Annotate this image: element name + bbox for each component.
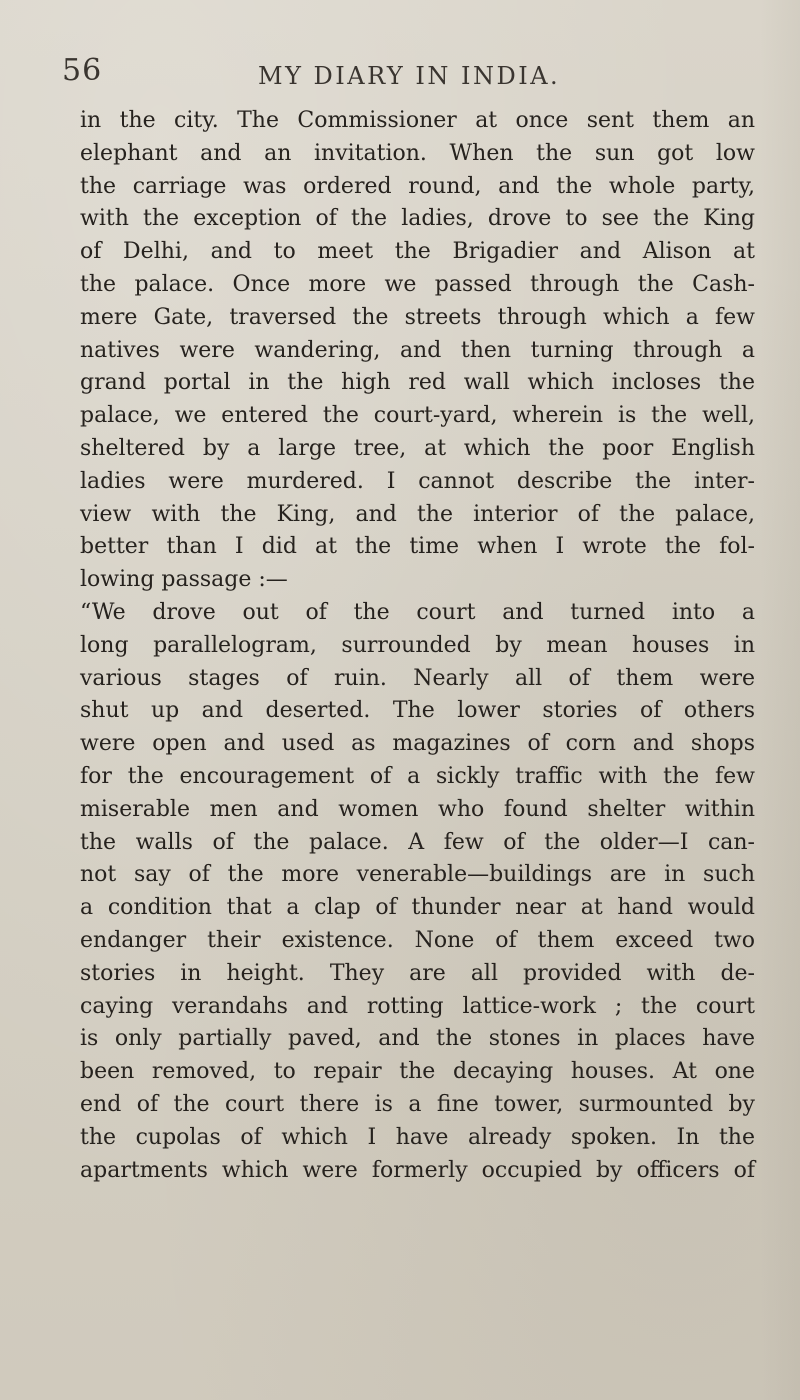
text-line: “We drove out of the court and turned into a	[80, 599, 755, 625]
text-line: sheltered by a large tree, at which the poor English	[80, 435, 755, 461]
text-line: not say of the more venerable—buildings are in such	[80, 862, 755, 888]
text-line: shut up and deserted. The lower stories of others	[80, 698, 755, 724]
text-line: is only partially paved, and the stones in places have	[80, 1026, 755, 1052]
text-line: in the city. The Commissioner at once sent them an	[80, 108, 755, 133]
text-line: mere Gate, traversed the streets through which a few	[80, 304, 755, 330]
text-line: endanger their existence. None of them exceed two	[80, 927, 755, 953]
text-line: elephant and an invitation. When the sun got low	[80, 140, 755, 166]
text-line: were open and used as magazines of corn and shops	[80, 731, 755, 757]
text-line: a condition that a clap of thunder near at hand would	[80, 895, 755, 921]
text-line: apartments which were formerly occupied by officers of	[80, 1157, 755, 1183]
text-line: better than I did at the time when I wrote the fol-	[80, 534, 755, 560]
text-line: ladies were murdered. I cannot describe the inter-	[80, 468, 755, 494]
text-line: long parallelogram, surrounded by mean houses in	[80, 632, 755, 658]
text-line: lowing passage :—	[80, 567, 288, 593]
text-line: for the encouragement of a sickly traffic with the few	[80, 763, 755, 789]
text-line: caying verandahs and rotting lattice-work ; the court	[80, 993, 755, 1019]
text-line: the cupolas of which I have already spoken. In the	[80, 1124, 755, 1150]
body-text	[80, 105, 755, 1187]
text-line: the carriage was ordered round, and the whole party,	[80, 173, 755, 199]
text-line: miserable men and women who found shelter within	[80, 796, 755, 822]
page-edge-shading	[760, 0, 800, 1400]
text-line: natives were wandering, and then turning through a	[80, 337, 755, 363]
page-number: 56	[62, 53, 103, 88]
text-line: view with the King, and the interior of the palace,	[80, 501, 755, 527]
text-line: grand portal in the high red wall which incloses the	[80, 370, 755, 396]
text-line: the walls of the palace. A few of the older—I can-	[80, 829, 755, 855]
page-header	[0, 0, 800, 100]
text-line: end of the court there is a fine tower, surmounted by	[80, 1091, 755, 1117]
text-line: of Delhi, and to meet the Brigadier and Alison at	[80, 239, 755, 265]
text-line: palace, we entered the court-yard, wherein is the well,	[80, 403, 755, 429]
text-line: stories in height. They are all provided with de-	[80, 960, 755, 986]
running-head: MY DIARY IN INDIA.	[258, 62, 561, 90]
text-line: the palace. Once more we passed through the Cash-	[80, 271, 755, 297]
text-line: various stages of ruin. Nearly all of them were	[80, 665, 755, 691]
text-line: been removed, to repair the decaying houses. At one	[80, 1059, 755, 1085]
text-line: with the exception of the ladies, drove to see the King	[80, 206, 755, 232]
